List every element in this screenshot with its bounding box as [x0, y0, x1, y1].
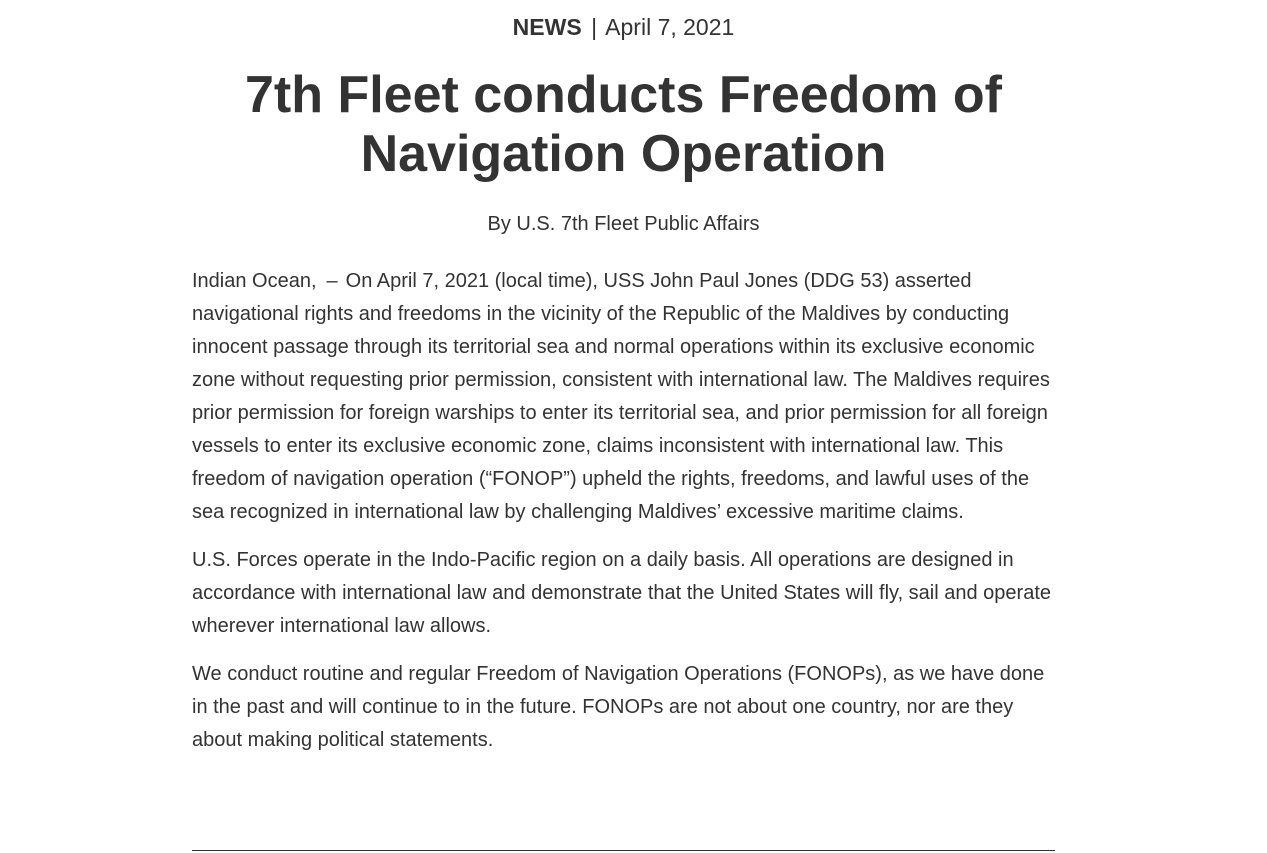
article-byline: By U.S. 7th Fleet Public Affairs	[487, 213, 760, 235]
body-paragraph-2: U.S. Forces operate in the Indo-Pacific region on a daily basis. All operations are designed in accordance with international law and demonstrate that the United States will fly, sail and operate wherever international law allows.	[192, 549, 1052, 637]
bottom-divider	[192, 850, 1055, 851]
publish-date: April 7, 2021	[605, 14, 735, 40]
article-body	[192, 265, 1055, 772]
paragraph-text: On April 7, 2021 (local time), USS John Paul Jones (DDG 53) asserted navigational rights and freedoms in the vicinity of the Republic of the Maldives by conducting innocent passage through its territorial sea and normal operations within its exclusive economic zone without requesting prior permission, consistent with international law. The Maldives requires prior permission for foreign warships to enter its territorial sea, and prior permission for all foreign vessels to enter its exclusive economic zone, claims inconsistent with international law. This freedom of navigation operation (“FONOP”) upheld the rights, freedoms, and lawful uses of the sea recognized in international law by challenging Maldives’ excessive maritime claims.	[192, 270, 1050, 523]
meta-separator: |	[591, 14, 598, 40]
dateline-dash: –	[326, 270, 338, 292]
article-meta	[192, 13, 1055, 41]
body-paragraph-3: We conduct routine and regular Freedom of Navigation Operations (FONOPs), as we have done in the past and will continue to in the future. FONOPs are not about one country, nor are they about making political statements.	[192, 663, 1045, 751]
article-headline: 7th Fleet conducts Freedom of Navigation Operation	[245, 66, 1002, 183]
body-paragraph-1	[192, 265, 1055, 529]
category-label: NEWS	[512, 14, 582, 40]
dateline: Indian Ocean,	[192, 270, 317, 292]
